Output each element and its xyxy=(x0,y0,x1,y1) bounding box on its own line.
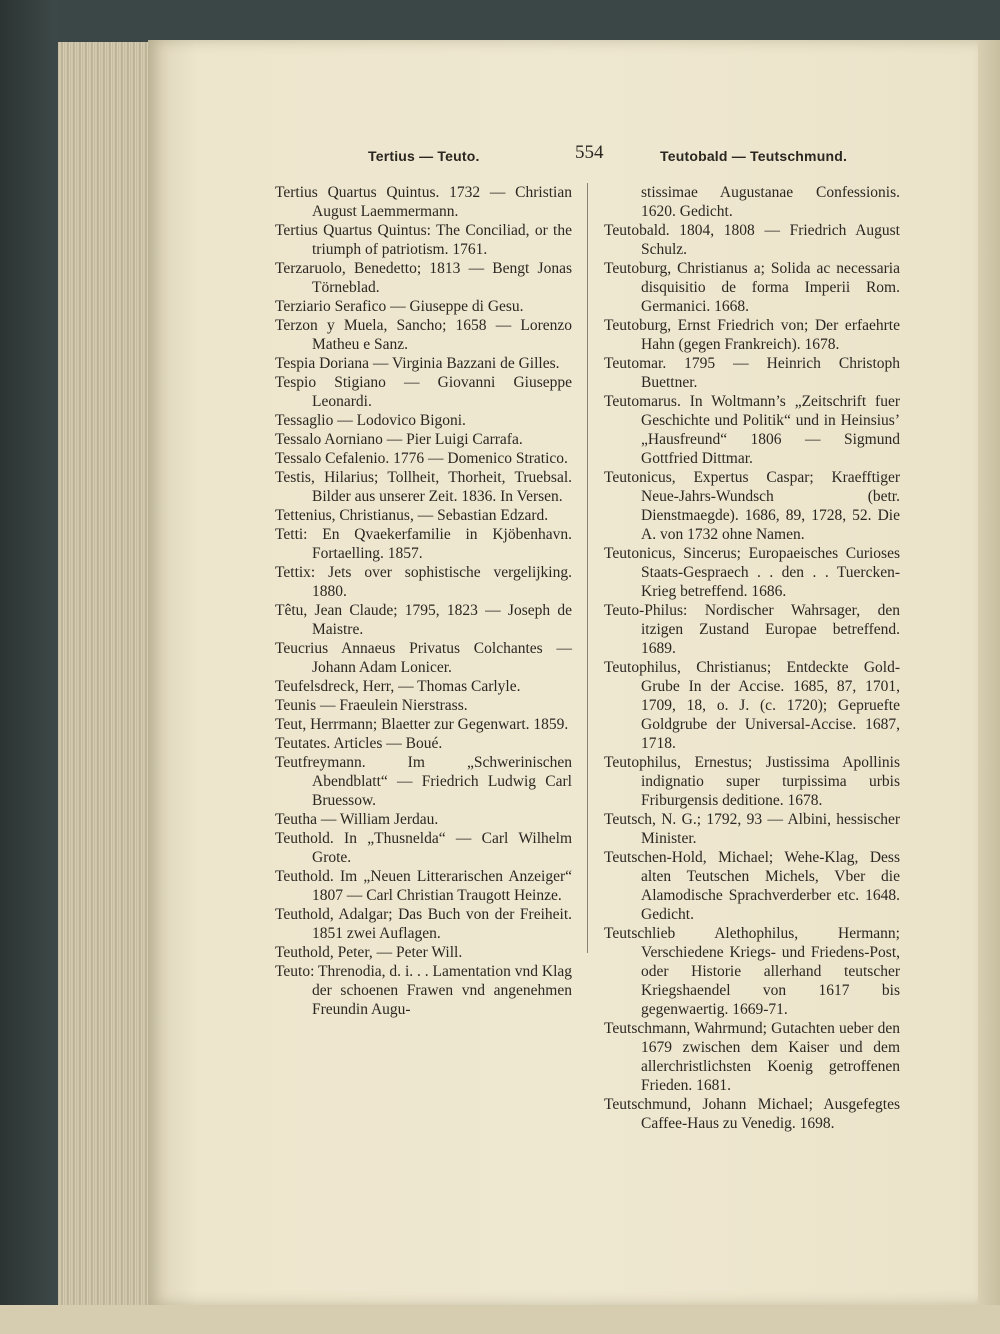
index-entry: Teutha — William Jerdau. xyxy=(275,811,439,828)
page-right-edge xyxy=(978,40,1000,1305)
index-entry: Teutobald. 1804, 1808 — Friedrich August Schulz. xyxy=(604,222,900,258)
index-entry: Tertius Quartus Quintus. 1732 — Christian August Laemmermann. xyxy=(275,184,572,220)
continued-entry: stissimae Augustanae Confessionis. 1620. Gedicht. xyxy=(641,184,900,220)
index-entry: Tessalo Cefalenio. 1776 — Domenico Stratico. xyxy=(275,450,568,467)
page-number: 554 xyxy=(575,142,604,163)
index-entry: Terzon y Muela, Sancho; 1658 — Lorenzo Matheu e Sanz. xyxy=(275,317,572,353)
index-entry: Tessaglio — Lodovico Bigoni. xyxy=(275,412,466,429)
index-entry: Testis, Hilarius; Tollheit, Thorheit, Truebsal. Bilder aus unserer Zeit. 1836. In Versen. xyxy=(275,469,572,505)
book-cover-top xyxy=(0,0,1000,42)
index-entry: Teufelsdreck, Herr, — Thomas Carlyle. xyxy=(275,678,521,695)
index-entry: Tertius Quartus Quintus: The Conciliad, or the triumph of patriotism. 1761. xyxy=(275,222,572,258)
index-entry: Tespio Stigiano — Giovanni Giuseppe Leonardi. xyxy=(275,374,572,410)
index-entry: Teunis — Fraeulein Nierstrass. xyxy=(275,697,468,714)
page-stack-edge xyxy=(58,42,150,1307)
index-entry: Teutomar. 1795 — Heinrich Christoph Buettner. xyxy=(604,355,900,391)
index-entry: Teutophilus, Ernestus; Justissima Apollinis indignatio super turpissima urbis Friburgensis deditione. 1678. xyxy=(604,754,900,809)
index-entry: Teuthold. Im „Neuen Litterarischen Anzeiger“ 1807 — Carl Christian Traugott Heinze. xyxy=(275,868,572,904)
index-entry: Teutates. Articles — Boué. xyxy=(275,735,443,752)
index-entry: Tetti: En Qvaekerfamilie in Kjöbenhavn. Fortaelling. 1857. xyxy=(275,526,572,562)
index-entry: Tettix: Jets over sophistische vergelijking. 1880. xyxy=(275,564,572,600)
index-entry: Teutsch, N. G.; 1792, 93 — Albini, hessischer Minister. xyxy=(604,811,900,847)
index-entry: Teucrius Annaeus Privatus Colchantes — Johann Adam Lonicer. xyxy=(275,640,572,676)
index-entry: Teutonicus, Sincerus; Europaeisches Curioses Staats-Gespraech . . den . . Tuercken-Krieg betreffend. 1686. xyxy=(604,545,900,600)
index-entry: Teutophilus, Christianus; Entdeckte Gold-Grube In der Accise. 1685, 87, 1701, 1709, 18, o. J. (c. 1720); Gepruefte Goldgrube der Universal-Accise. 1687, 1718. xyxy=(604,659,900,752)
left-running-head: Tertius — Teuto. xyxy=(368,148,480,164)
index-entry: Terziario Serafico — Giuseppe di Gesu. xyxy=(275,298,524,315)
running-header xyxy=(275,142,900,170)
right-column xyxy=(604,183,900,1133)
page-bottom-area xyxy=(0,1305,1000,1334)
index-entry: Têtu, Jean Claude; 1795, 1823 — Joseph de Maistre. xyxy=(275,602,572,638)
index-entry: Terzaruolo, Benedetto; 1813 — Bengt Jonas Törneblad. xyxy=(275,260,572,296)
index-entry: Teutschlieb Alethophilus, Hermann; Verschiedene Kriegs- und Friedens-Post, oder Historie allerhand teutscher Kriegshaendel von 1617 bis gegenwaertig. 1669-71. xyxy=(604,925,900,1018)
index-entry: Teuthold. In „Thusnelda“ — Carl Wilhelm Grote. xyxy=(275,830,572,866)
index-entry: Teutomarus. In Woltmann’s „Zeitschrift fuer Geschichte und Politik“ und in Heinsius’ „Hausfreund“ 1806 — Sigmund Gottfried Dittmar. xyxy=(604,393,900,467)
index-entry: Tessalo Aorniano — Pier Luigi Carrafa. xyxy=(275,431,523,448)
index-entry: Teutoburg, Christianus a; Solida ac necessaria disquisitio de forma Imperii Rom. Germanici. 1668. xyxy=(604,260,900,315)
index-entry: Teutonicus, Expertus Caspar; Kraefftiger Neue-Jahrs-Wundsch (betr. Dienstmaegde). 1686, 89, 1728, 52. Die A. von 1732 ohne Namen. xyxy=(604,469,900,543)
left-column xyxy=(275,183,572,1019)
index-entry: Tespia Doriana — Virginia Bazzani de Gilles. xyxy=(275,355,560,372)
index-entry: Teuto: Threnodia, d. i. . . Lamentation vnd Klag der schoenen Frawen vnd angenehmen Freundin Augu- xyxy=(275,963,572,1018)
index-entry: Teutfreymann. Im „Schwerinischen Abendblatt“ — Friedrich Ludwig Carl Bruessow. xyxy=(275,754,572,809)
index-entry: Teutschen-Hold, Michael; Wehe-Klag, Dess alten Teutschen Michels, Vber die Alamodische Sprachverderber etc. 1648. Gedicht. xyxy=(604,849,900,923)
index-entry: Teuthold, Adalgar; Das Buch von der Freiheit. 1851 zwei Auflagen. xyxy=(275,906,572,942)
index-entry: Teutschmund, Johann Michael; Ausgefegtes Caffee-Haus zu Venedig. 1698. xyxy=(604,1096,900,1132)
index-entry: Teutschmann, Wahrmund; Gutachten ueber den 1679 zwischen dem Kaiser und dem allerchristlichsten Koenig getroffenen Frieden. 1681. xyxy=(604,1020,900,1094)
column-divider xyxy=(587,183,588,953)
index-entry: Tettenius, Christianus, — Sebastian Edzard. xyxy=(275,507,549,524)
index-entry: Teuthold, Peter, — Peter Will. xyxy=(275,944,463,961)
index-entry: Teut, Herrmann; Blaetter zur Gegenwart. 1859. xyxy=(275,716,569,733)
index-entry: Teutoburg, Ernst Friedrich von; Der erfaehrte Hahn (gegen Frankreich). 1678. xyxy=(604,317,900,353)
right-running-head: Teutobald — Teutschmund. xyxy=(660,148,848,164)
index-entry: Teuto-Philus: Nordischer Wahrsager, den itzigen Zustand Europae betreffend. 1689. xyxy=(604,602,900,657)
book-cover-left xyxy=(0,0,58,1334)
